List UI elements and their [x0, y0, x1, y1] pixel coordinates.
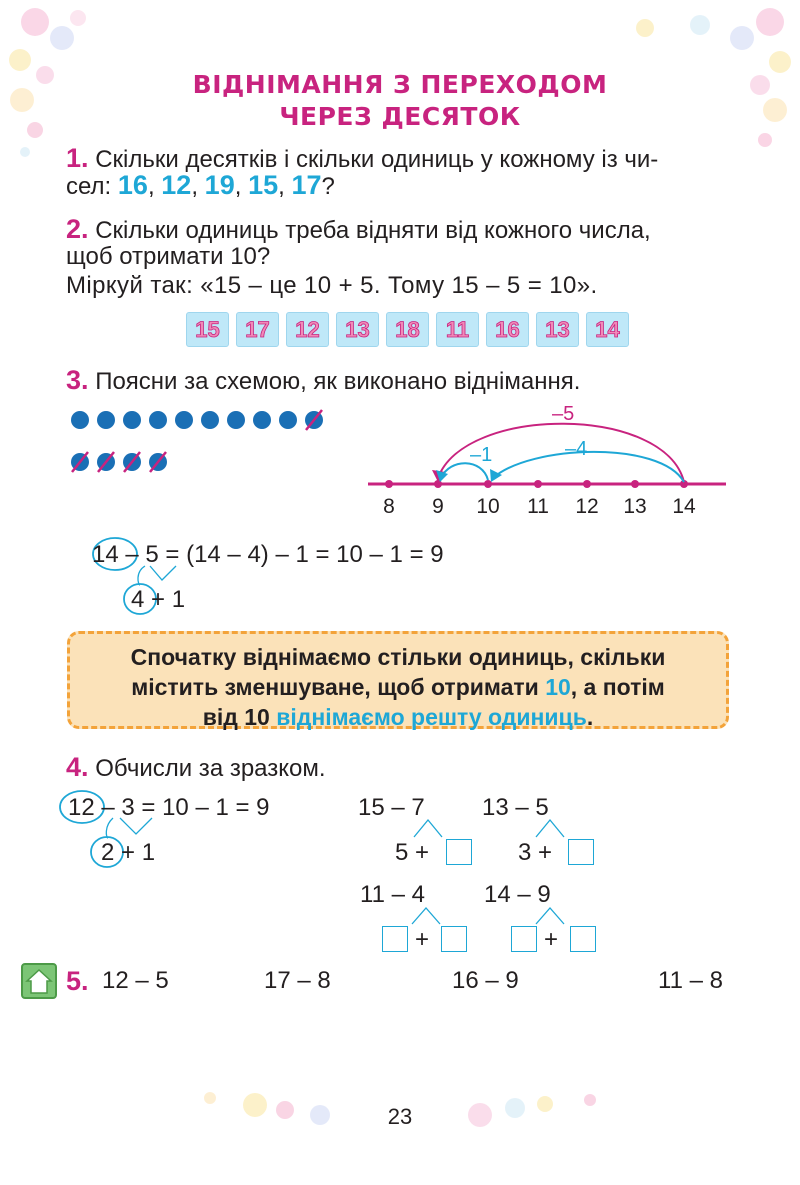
- number-line-point: [484, 480, 492, 488]
- exercise-c-plus: +: [415, 926, 430, 953]
- task1-num-2: 19: [204, 170, 235, 200]
- task5-item: 11 – 8: [658, 967, 723, 994]
- rule-line3: [70, 702, 726, 732]
- number-line-label: 14: [672, 495, 696, 518]
- rule-line2b: 10: [545, 674, 571, 700]
- number-line-label: 8: [383, 495, 395, 518]
- task1-sep: ,: [234, 173, 249, 200]
- task1-num-1: 12: [161, 170, 192, 200]
- task1-sep: ,: [191, 173, 205, 200]
- branch-c: [412, 908, 440, 924]
- task4-example-split: 2 + 1: [101, 839, 156, 866]
- task4-number: 4.: [66, 752, 89, 782]
- task3-number: 3.: [66, 365, 89, 395]
- chip: 13: [336, 312, 379, 347]
- task3-equation: 14 – 5 = (14 – 4) – 1 = 10 – 1 = 9: [92, 541, 444, 568]
- dot: [175, 411, 193, 429]
- rule-line1: Спочатку віднімаємо стільки одиниць, скільки: [130, 644, 666, 670]
- chip: 13: [536, 312, 579, 347]
- answer-box[interactable]: [568, 839, 594, 865]
- task3-text: Поясни за схемою, як виконано віднімання.: [95, 368, 581, 395]
- number-line-label: 9: [432, 495, 444, 518]
- branch-b: [536, 820, 564, 837]
- arc-minus-4: [493, 452, 684, 482]
- exercise-a: 15 – 7: [358, 794, 425, 821]
- rule-line2c: , а потім: [570, 674, 665, 700]
- page-title-line2: ЧЕРЕЗ ДЕСЯТОК: [279, 102, 521, 131]
- home-icon: [21, 963, 57, 999]
- answer-box[interactable]: [441, 926, 467, 952]
- task1-num-0: 16: [117, 170, 148, 200]
- task5-item: 17 – 8: [264, 967, 331, 994]
- chip: 18: [386, 312, 429, 347]
- number-line-point: [385, 480, 393, 488]
- chip: 11: [436, 312, 479, 347]
- task4-text: Обчисли за зразком.: [95, 755, 326, 782]
- arc-label-minus-5: –5: [552, 403, 575, 425]
- answer-box[interactable]: [570, 926, 596, 952]
- rule-line3c: .: [586, 704, 594, 730]
- rule-box: [67, 631, 729, 729]
- task1-text1: Скільки десятків і скільки одиниць у кожному із чи-: [95, 146, 659, 173]
- task2-text2: щоб отримати 10?: [66, 243, 271, 270]
- page-number: 23: [387, 1104, 413, 1129]
- dot: [227, 411, 245, 429]
- task1-number: 1.: [66, 143, 89, 173]
- task1-num-4: 17: [291, 170, 322, 200]
- dot: [97, 411, 115, 429]
- exercise-c: 11 – 4: [360, 881, 425, 908]
- exercise-d: 14 – 9: [484, 881, 551, 908]
- chip: 14: [586, 312, 629, 347]
- chip: 12: [286, 312, 329, 347]
- task5-item: 16 – 9: [452, 967, 519, 994]
- dots-group: [71, 410, 323, 472]
- answer-box[interactable]: [511, 926, 537, 952]
- task1-num-3: 15: [248, 170, 279, 200]
- task2-text3: Міркуй так: «15 – це 10 + 5. Тому 15 – 5 = 10».: [66, 272, 598, 299]
- task1-text2: сел:: [66, 173, 118, 200]
- exercise-d-plus: +: [544, 926, 559, 953]
- arc-minus-4-head: [490, 469, 502, 482]
- branch-d: [536, 908, 564, 924]
- task3-split: 4 + 1: [131, 586, 186, 613]
- number-line-ticks: [383, 480, 696, 518]
- answer-box[interactable]: [382, 926, 408, 952]
- rule-line2a: містить зменшуване, щоб отримати: [131, 674, 546, 700]
- number-line-point: [534, 480, 542, 488]
- branch-a: [414, 820, 442, 837]
- arc-label-minus-1: –1: [470, 444, 493, 466]
- number-line-label: 10: [476, 495, 500, 518]
- task4-line: [66, 752, 326, 783]
- chip: 17: [236, 312, 279, 347]
- chip: 15: [186, 312, 229, 347]
- task5-line: [66, 966, 89, 997]
- exercise-a-split: 5 +: [395, 839, 430, 866]
- exercise-b-split: 3 +: [518, 839, 553, 866]
- number-line-point: [631, 480, 639, 488]
- dot: [253, 411, 271, 429]
- task1-sep: ,: [278, 173, 292, 200]
- task1-sep: ,: [147, 173, 162, 200]
- task2-text1: Скільки одиниць треба відняти від кожного числа,: [95, 217, 651, 244]
- number-line-label: 13: [623, 495, 647, 518]
- number-line-label: 11: [527, 495, 549, 518]
- chip: 16: [486, 312, 529, 347]
- answer-box[interactable]: [446, 839, 472, 865]
- task4-example: 12 – 3 = 10 – 1 = 9: [68, 794, 270, 821]
- dot: [201, 411, 219, 429]
- exercise-b: 13 – 5: [482, 794, 549, 821]
- dot: [71, 411, 89, 429]
- rule-line2: [70, 672, 726, 702]
- page-title-line1: ВІДНІМАННЯ З ПЕРЕХОДОМ: [192, 70, 608, 99]
- number-line-point: [583, 480, 591, 488]
- task2-number: 2.: [66, 214, 89, 244]
- rule-line3a: від 10: [202, 704, 277, 730]
- task5-number: 5.: [66, 966, 89, 996]
- arc-label-minus-4: –4: [565, 438, 588, 460]
- dot: [123, 411, 141, 429]
- dot: [149, 411, 167, 429]
- rule-line3b: віднімаємо решту одиниць: [276, 704, 587, 730]
- task5-item: 12 – 5: [102, 967, 169, 994]
- task1-end: ?: [321, 173, 335, 200]
- dot: [279, 411, 297, 429]
- number-line-label: 12: [575, 495, 599, 518]
